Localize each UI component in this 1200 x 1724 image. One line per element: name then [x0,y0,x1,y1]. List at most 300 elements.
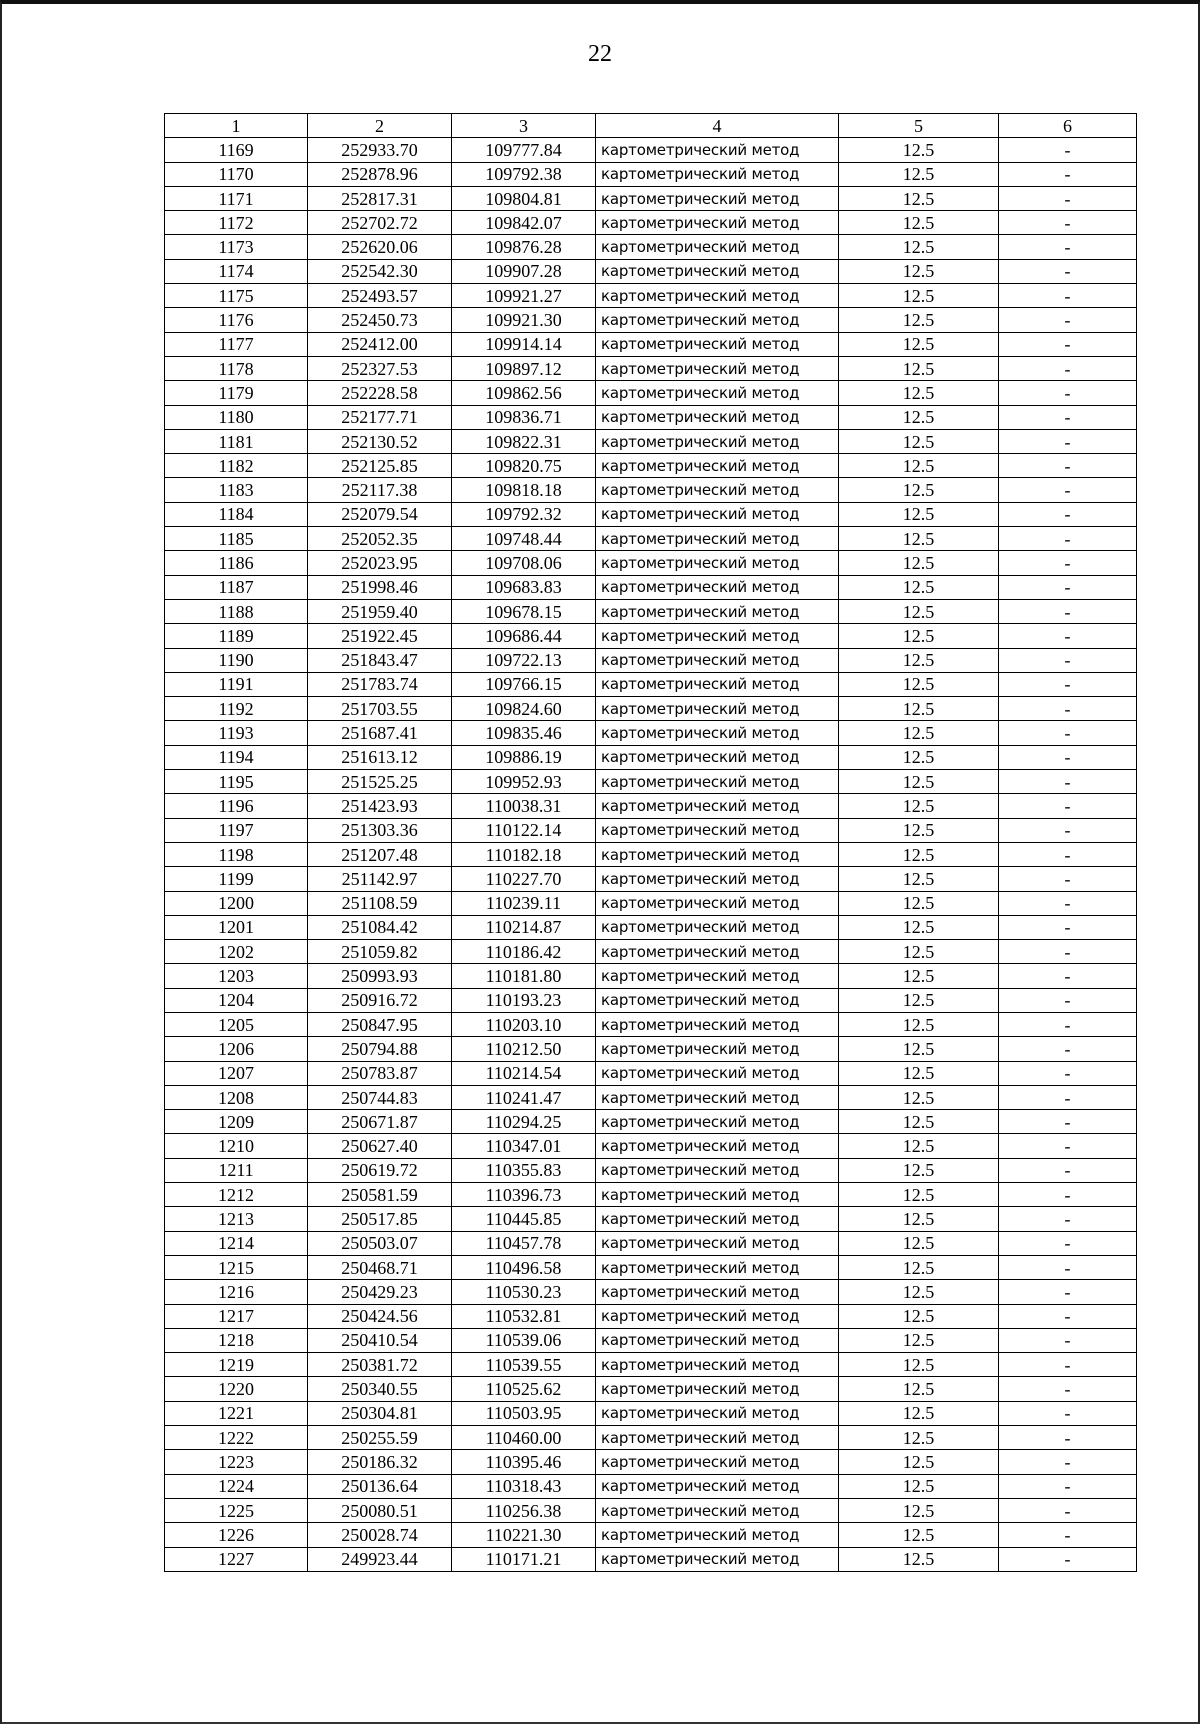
x-coordinate-cell: 251108.59 [308,891,452,915]
y-coordinate-cell: 110457.78 [452,1231,596,1255]
point-number-cell: 1173 [165,235,308,259]
x-coordinate-cell: 250028.74 [308,1523,452,1547]
method-cell: картометрический метод [596,332,839,356]
method-cell: картометрический метод [596,308,839,332]
note-cell: - [999,429,1137,453]
note-cell: - [999,624,1137,648]
point-number-cell: 1176 [165,308,308,332]
method-cell: картометрический метод [596,381,839,405]
note-cell: - [999,648,1137,672]
table-header-row [165,114,1137,138]
y-coordinate-cell: 109777.84 [452,138,596,162]
y-coordinate-cell: 109683.83 [452,575,596,599]
point-number-cell: 1224 [165,1474,308,1498]
accuracy-cell: 12.5 [839,405,999,429]
method-cell: картометрический метод [596,1328,839,1352]
x-coordinate-cell: 250468.71 [308,1255,452,1279]
table-row [165,454,1137,478]
table-row [165,915,1137,939]
y-coordinate-cell: 109842.07 [452,211,596,235]
point-number-cell: 1205 [165,1012,308,1036]
table-row [165,624,1137,648]
point-number-cell: 1183 [165,478,308,502]
x-coordinate-cell: 252327.53 [308,356,452,380]
accuracy-cell: 12.5 [839,1061,999,1085]
point-number-cell: 1196 [165,794,308,818]
y-coordinate-cell: 109822.31 [452,429,596,453]
table-row [165,770,1137,794]
point-number-cell: 1203 [165,964,308,988]
accuracy-cell: 12.5 [839,162,999,186]
y-coordinate-cell: 109804.81 [452,186,596,210]
point-number-cell: 1213 [165,1207,308,1231]
accuracy-cell: 12.5 [839,721,999,745]
method-cell: картометрический метод [596,624,839,648]
y-coordinate-cell: 109820.75 [452,454,596,478]
point-number-cell: 1190 [165,648,308,672]
method-cell: картометрический метод [596,891,839,915]
point-number-cell: 1175 [165,284,308,308]
method-cell: картометрический метод [596,405,839,429]
method-cell: картометрический метод [596,940,839,964]
table-row [165,697,1137,721]
x-coordinate-cell: 252878.96 [308,162,452,186]
method-cell: картометрический метод [596,1255,839,1279]
accuracy-cell: 12.5 [839,1158,999,1182]
table-row [165,1377,1137,1401]
method-cell: картометрический метод [596,818,839,842]
y-coordinate-cell: 109952.93 [452,770,596,794]
x-coordinate-cell: 251687.41 [308,721,452,745]
x-coordinate-cell: 251525.25 [308,770,452,794]
accuracy-cell: 12.5 [839,1547,999,1571]
x-coordinate-cell: 252493.57 [308,284,452,308]
point-number-cell: 1180 [165,405,308,429]
table-row [165,138,1137,162]
method-cell: картометрический метод [596,259,839,283]
table-row [165,259,1137,283]
method-cell: картометрический метод [596,1037,839,1061]
method-cell: картометрический метод [596,745,839,769]
table-row [165,745,1137,769]
y-coordinate-cell: 110539.06 [452,1328,596,1352]
table-row [165,1474,1137,1498]
note-cell: - [999,308,1137,332]
table-row [165,575,1137,599]
point-number-cell: 1184 [165,502,308,526]
table-row [165,818,1137,842]
point-number-cell: 1209 [165,1110,308,1134]
column-header-4: 4 [596,114,839,138]
method-cell: картометрический метод [596,648,839,672]
point-number-cell: 1181 [165,429,308,453]
y-coordinate-cell: 109886.19 [452,745,596,769]
table-row [165,599,1137,623]
method-cell: картометрический метод [596,575,839,599]
table-row [165,1328,1137,1352]
note-cell: - [999,1498,1137,1522]
accuracy-cell: 12.5 [839,1474,999,1498]
y-coordinate-cell: 110038.31 [452,794,596,818]
y-coordinate-cell: 110318.43 [452,1474,596,1498]
point-number-cell: 1197 [165,818,308,842]
x-coordinate-cell: 251142.97 [308,867,452,891]
note-cell: - [999,1158,1137,1182]
method-cell: картометрический метод [596,1426,839,1450]
x-coordinate-cell: 250186.32 [308,1450,452,1474]
accuracy-cell: 12.5 [839,794,999,818]
x-coordinate-cell: 250847.95 [308,1012,452,1036]
table-row [165,1012,1137,1036]
method-cell: картометрический метод [596,1474,839,1498]
x-coordinate-cell: 250517.85 [308,1207,452,1231]
y-coordinate-cell: 109824.60 [452,697,596,721]
note-cell: - [999,356,1137,380]
column-header-1: 1 [165,114,308,138]
point-number-cell: 1215 [165,1255,308,1279]
accuracy-cell: 12.5 [839,891,999,915]
column-header-3: 3 [452,114,596,138]
accuracy-cell: 12.5 [839,478,999,502]
table-row [165,1280,1137,1304]
x-coordinate-cell: 250794.88 [308,1037,452,1061]
y-coordinate-cell: 109708.06 [452,551,596,575]
point-number-cell: 1212 [165,1183,308,1207]
note-cell: - [999,940,1137,964]
table-row [165,1134,1137,1158]
accuracy-cell: 12.5 [839,138,999,162]
accuracy-cell: 12.5 [839,1012,999,1036]
table-row [165,1523,1137,1547]
accuracy-cell: 12.5 [839,915,999,939]
note-cell: - [999,964,1137,988]
point-number-cell: 1227 [165,1547,308,1571]
y-coordinate-cell: 109722.13 [452,648,596,672]
note-cell: - [999,478,1137,502]
x-coordinate-cell: 250381.72 [308,1353,452,1377]
table-row [165,162,1137,186]
point-number-cell: 1195 [165,770,308,794]
table-row [165,940,1137,964]
table-row [165,1158,1137,1182]
point-number-cell: 1198 [165,842,308,866]
point-number-cell: 1221 [165,1401,308,1425]
method-cell: картометрический метод [596,1377,839,1401]
x-coordinate-cell: 251613.12 [308,745,452,769]
point-number-cell: 1216 [165,1280,308,1304]
accuracy-cell: 12.5 [839,1523,999,1547]
y-coordinate-cell: 110182.18 [452,842,596,866]
table-row [165,1037,1137,1061]
column-header-5: 5 [839,114,999,138]
accuracy-cell: 12.5 [839,818,999,842]
y-coordinate-cell: 110445.85 [452,1207,596,1231]
accuracy-cell: 12.5 [839,1207,999,1231]
x-coordinate-cell: 251998.46 [308,575,452,599]
table-row [165,381,1137,405]
point-number-cell: 1199 [165,867,308,891]
y-coordinate-cell: 109876.28 [452,235,596,259]
accuracy-cell: 12.5 [839,211,999,235]
note-cell: - [999,745,1137,769]
y-coordinate-cell: 110186.42 [452,940,596,964]
note-cell: - [999,697,1137,721]
accuracy-cell: 12.5 [839,551,999,575]
table-row [165,1304,1137,1328]
note-cell: - [999,1231,1137,1255]
note-cell: - [999,721,1137,745]
method-cell: картометрический метод [596,527,839,551]
method-cell: картометрический метод [596,235,839,259]
x-coordinate-cell: 250619.72 [308,1158,452,1182]
method-cell: картометрический метод [596,1231,839,1255]
note-cell: - [999,891,1137,915]
note-cell: - [999,186,1137,210]
note-cell: - [999,284,1137,308]
y-coordinate-cell: 110256.38 [452,1498,596,1522]
y-coordinate-cell: 109835.46 [452,721,596,745]
table-row [165,891,1137,915]
point-number-cell: 1177 [165,332,308,356]
method-cell: картометрический метод [596,1061,839,1085]
method-cell: картометрический метод [596,867,839,891]
accuracy-cell: 12.5 [839,1328,999,1352]
y-coordinate-cell: 110396.73 [452,1183,596,1207]
table-row [165,1547,1137,1571]
y-coordinate-cell: 110212.50 [452,1037,596,1061]
method-cell: картометрический метод [596,1304,839,1328]
y-coordinate-cell: 110355.83 [452,1158,596,1182]
x-coordinate-cell: 251922.45 [308,624,452,648]
x-coordinate-cell: 252079.54 [308,502,452,526]
x-coordinate-cell: 252125.85 [308,454,452,478]
point-number-cell: 1225 [165,1498,308,1522]
method-cell: картометрический метод [596,356,839,380]
method-cell: картометрический метод [596,1110,839,1134]
y-coordinate-cell: 110525.62 [452,1377,596,1401]
y-coordinate-cell: 109921.27 [452,284,596,308]
y-coordinate-cell: 109907.28 [452,259,596,283]
x-coordinate-cell: 250080.51 [308,1498,452,1522]
y-coordinate-cell: 109897.12 [452,356,596,380]
method-cell: картометрический метод [596,697,839,721]
table-row [165,356,1137,380]
accuracy-cell: 12.5 [839,1377,999,1401]
accuracy-cell: 12.5 [839,454,999,478]
y-coordinate-cell: 110539.55 [452,1353,596,1377]
point-number-cell: 1189 [165,624,308,648]
point-number-cell: 1182 [165,454,308,478]
y-coordinate-cell: 110181.80 [452,964,596,988]
y-coordinate-cell: 109792.32 [452,502,596,526]
method-cell: картометрический метод [596,502,839,526]
accuracy-cell: 12.5 [839,988,999,1012]
table-row [165,308,1137,332]
table-row [165,429,1137,453]
note-cell: - [999,1037,1137,1061]
note-cell: - [999,1134,1137,1158]
method-cell: картометрический метод [596,138,839,162]
y-coordinate-cell: 109818.18 [452,478,596,502]
accuracy-cell: 12.5 [839,1426,999,1450]
accuracy-cell: 12.5 [839,1110,999,1134]
accuracy-cell: 12.5 [839,1401,999,1425]
table-row [165,1450,1137,1474]
note-cell: - [999,672,1137,696]
x-coordinate-cell: 250136.64 [308,1474,452,1498]
x-coordinate-cell: 251423.93 [308,794,452,818]
note-cell: - [999,770,1137,794]
accuracy-cell: 12.5 [839,697,999,721]
table-row [165,988,1137,1012]
note-cell: - [999,1401,1137,1425]
x-coordinate-cell: 252542.30 [308,259,452,283]
method-cell: картометрический метод [596,429,839,453]
note-cell: - [999,211,1137,235]
accuracy-cell: 12.5 [839,284,999,308]
x-coordinate-cell: 250671.87 [308,1110,452,1134]
method-cell: картометрический метод [596,672,839,696]
x-coordinate-cell: 251783.74 [308,672,452,696]
table-row [165,478,1137,502]
y-coordinate-cell: 110241.47 [452,1085,596,1109]
note-cell: - [999,454,1137,478]
x-coordinate-cell: 252228.58 [308,381,452,405]
method-cell: картометрический метод [596,794,839,818]
y-coordinate-cell: 110221.30 [452,1523,596,1547]
accuracy-cell: 12.5 [839,1304,999,1328]
note-cell: - [999,1547,1137,1571]
note-cell: - [999,1450,1137,1474]
table-row [165,1085,1137,1109]
x-coordinate-cell: 250627.40 [308,1134,452,1158]
x-coordinate-cell: 250340.55 [308,1377,452,1401]
x-coordinate-cell: 252052.35 [308,527,452,551]
accuracy-cell: 12.5 [839,1231,999,1255]
table-row [165,284,1137,308]
table-row [165,648,1137,672]
note-cell: - [999,527,1137,551]
accuracy-cell: 12.5 [839,745,999,769]
method-cell: картометрический метод [596,1183,839,1207]
method-cell: картометрический метод [596,551,839,575]
note-cell: - [999,1377,1137,1401]
x-coordinate-cell: 251084.42 [308,915,452,939]
table-row [165,527,1137,551]
y-coordinate-cell: 109836.71 [452,405,596,429]
x-coordinate-cell: 252177.71 [308,405,452,429]
note-cell: - [999,405,1137,429]
accuracy-cell: 12.5 [839,1255,999,1279]
accuracy-cell: 12.5 [839,381,999,405]
y-coordinate-cell: 109914.14 [452,332,596,356]
accuracy-cell: 12.5 [839,1134,999,1158]
table-row [165,211,1137,235]
y-coordinate-cell: 109678.15 [452,599,596,623]
point-number-cell: 1220 [165,1377,308,1401]
note-cell: - [999,1183,1137,1207]
method-cell: картометрический метод [596,1280,839,1304]
method-cell: картометрический метод [596,964,839,988]
y-coordinate-cell: 110214.54 [452,1061,596,1085]
x-coordinate-cell: 252023.95 [308,551,452,575]
table-row [165,842,1137,866]
accuracy-cell: 12.5 [839,332,999,356]
method-cell: картометрический метод [596,162,839,186]
accuracy-cell: 12.5 [839,867,999,891]
note-cell: - [999,1110,1137,1134]
accuracy-cell: 12.5 [839,1037,999,1061]
method-cell: картометрический метод [596,1523,839,1547]
accuracy-cell: 12.5 [839,1450,999,1474]
x-coordinate-cell: 250993.93 [308,964,452,988]
x-coordinate-cell: 252412.00 [308,332,452,356]
coordinates-table [164,113,1137,1572]
point-number-cell: 1222 [165,1426,308,1450]
accuracy-cell: 12.5 [839,259,999,283]
y-coordinate-cell: 110203.10 [452,1012,596,1036]
method-cell: картометрический метод [596,1547,839,1571]
table-row [165,1061,1137,1085]
note-cell: - [999,1304,1137,1328]
x-coordinate-cell: 252450.73 [308,308,452,332]
x-coordinate-cell: 251059.82 [308,940,452,964]
accuracy-cell: 12.5 [839,1280,999,1304]
point-number-cell: 1192 [165,697,308,721]
table-row [165,405,1137,429]
method-cell: картометрический метод [596,1401,839,1425]
page-number: 22 [588,41,612,67]
point-number-cell: 1206 [165,1037,308,1061]
x-coordinate-cell: 251303.36 [308,818,452,842]
accuracy-cell: 12.5 [839,186,999,210]
x-coordinate-cell: 250744.83 [308,1085,452,1109]
x-coordinate-cell: 250916.72 [308,988,452,1012]
method-cell: картометрический метод [596,1498,839,1522]
note-cell: - [999,502,1137,526]
y-coordinate-cell: 110347.01 [452,1134,596,1158]
note-cell: - [999,259,1137,283]
point-number-cell: 1226 [165,1523,308,1547]
x-coordinate-cell: 251207.48 [308,842,452,866]
accuracy-cell: 12.5 [839,964,999,988]
table-row [165,1110,1137,1134]
y-coordinate-cell: 110214.87 [452,915,596,939]
y-coordinate-cell: 109766.15 [452,672,596,696]
note-cell: - [999,1426,1137,1450]
accuracy-cell: 12.5 [839,940,999,964]
y-coordinate-cell: 110227.70 [452,867,596,891]
x-coordinate-cell: 250410.54 [308,1328,452,1352]
method-cell: картометрический метод [596,1207,839,1231]
x-coordinate-cell: 251703.55 [308,697,452,721]
method-cell: картометрический метод [596,842,839,866]
y-coordinate-cell: 110395.46 [452,1450,596,1474]
x-coordinate-cell: 251959.40 [308,599,452,623]
table-row [165,551,1137,575]
accuracy-cell: 12.5 [839,575,999,599]
x-coordinate-cell: 250424.56 [308,1304,452,1328]
note-cell: - [999,575,1137,599]
accuracy-cell: 12.5 [839,235,999,259]
note-cell: - [999,818,1137,842]
note-cell: - [999,794,1137,818]
point-number-cell: 1186 [165,551,308,575]
note-cell: - [999,867,1137,891]
y-coordinate-cell: 109792.38 [452,162,596,186]
point-number-cell: 1219 [165,1353,308,1377]
y-coordinate-cell: 109862.56 [452,381,596,405]
